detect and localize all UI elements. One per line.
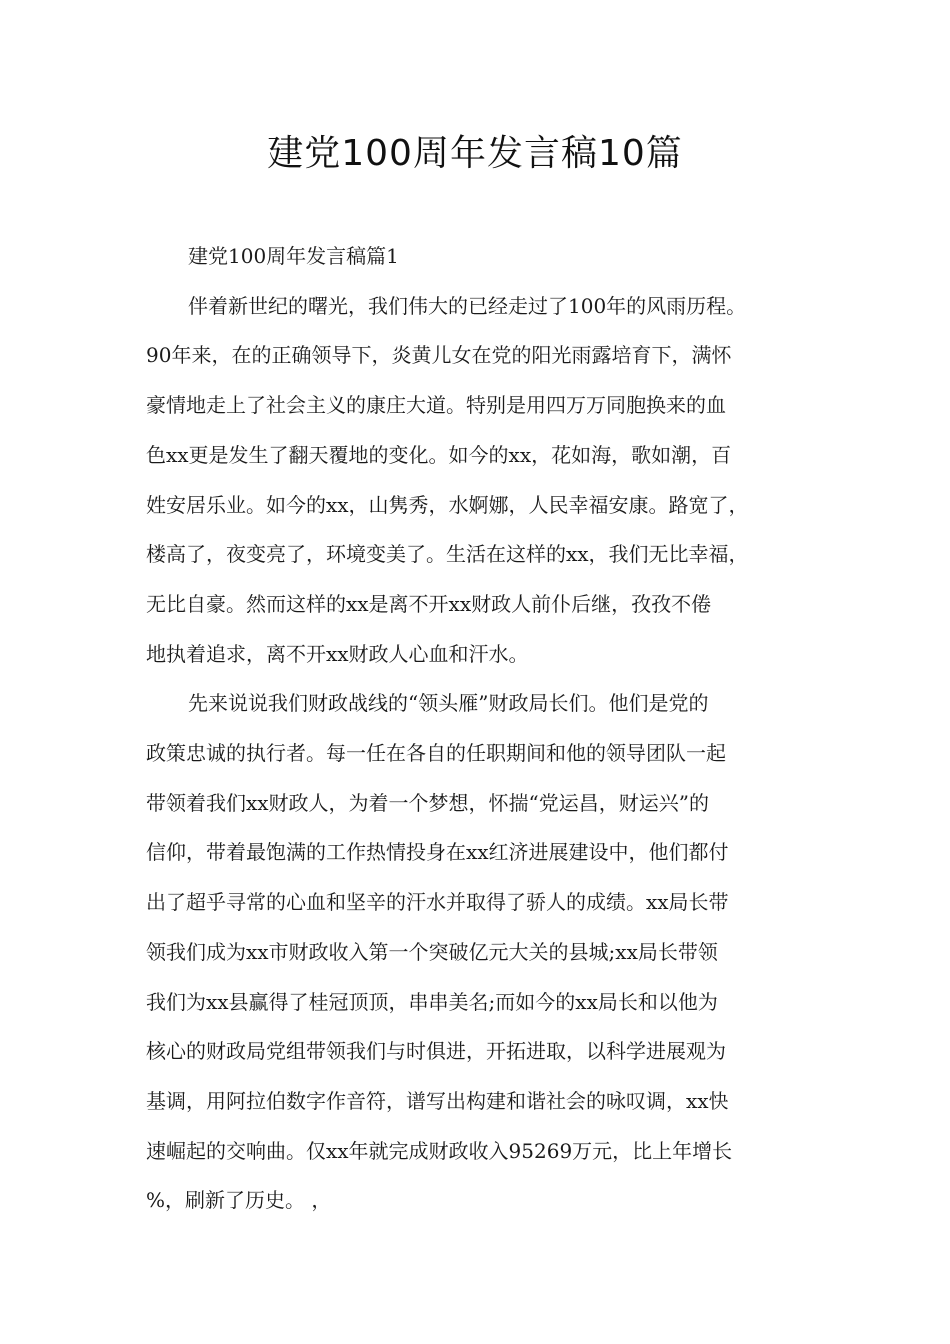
section-heading: 建党100周年发言稿篇1 — [188, 244, 399, 268]
text-line: 先来说说我们财政战线的“领头雁”财政局长们。他们是党的 — [188, 691, 709, 716]
text-line: 90年来，在的正确领导下，炎黄儿女在党的阳光雨露培育下，满怀 — [146, 343, 732, 368]
text-line: 色xx更是发生了翻天覆地的变化。如今的xx，花如海，歌如潮，百 — [146, 442, 732, 467]
text-line: 楼高了，夜变亮了，环境变美了。生活在这样的xx，我们无比幸福， — [146, 542, 749, 567]
paragraph-1 — [146, 282, 810, 680]
text-line: 地执着追求，离不开xx财政人心血和汗水。 — [146, 641, 529, 666]
text-line: 政策忠诚的执行者。每一任在各自的任职期间和他的领导团队一起 — [146, 741, 726, 766]
text-line: 领我们成为xx市财政收入第一个突破亿元大关的县城;xx局长带领 — [146, 939, 718, 964]
text-line: %，刷新了历史。 ， — [146, 1188, 332, 1213]
text-line: 带领着我们xx财政人，为着一个梦想，怀揣“党运昌，财运兴”的 — [146, 790, 710, 815]
text-line: 基调，用阿拉伯数字作音符，谱写出构建和谐社会的咏叹调，xx快 — [146, 1088, 729, 1113]
text-line: 无比自豪。然而这样的xx是离不开xx财政人前仆后继，孜孜不倦 — [146, 591, 712, 616]
text-line: 信仰，带着最饱满的工作热情投身在xx红济进展建设中，他们都付 — [146, 840, 729, 865]
document-title: 建党100周年发言稿10篇 — [267, 133, 683, 174]
text-line: 姓安居乐业。如今的xx，山隽秀，水婀娜，人民幸福安康。路宽了， — [146, 492, 749, 517]
text-line: 速崛起的交响曲。仅xx年就完成财政收入95269万元，比上年增长 — [146, 1138, 733, 1163]
text-line: 核心的财政局党组带领我们与时俱进，开拓进取，以科学进展观为 — [146, 1039, 726, 1064]
document-body — [146, 232, 810, 1226]
text-line: 豪情地走上了社会主义的康庄大道。特别是用四万万同胞换来的血 — [146, 393, 726, 418]
text-line: 出了超乎寻常的心血和坚辛的汗水并取得了骄人的成绩。xx局长带 — [146, 890, 729, 915]
text-line: 我们为xx县赢得了桂冠顶顶，串串美名;而如今的xx局长和以他为 — [146, 989, 718, 1014]
text-line: 伴着新世纪的曙光，我们伟大的已经走过了100年的风雨历程。 — [188, 293, 747, 318]
paragraph-2 — [146, 679, 810, 1226]
